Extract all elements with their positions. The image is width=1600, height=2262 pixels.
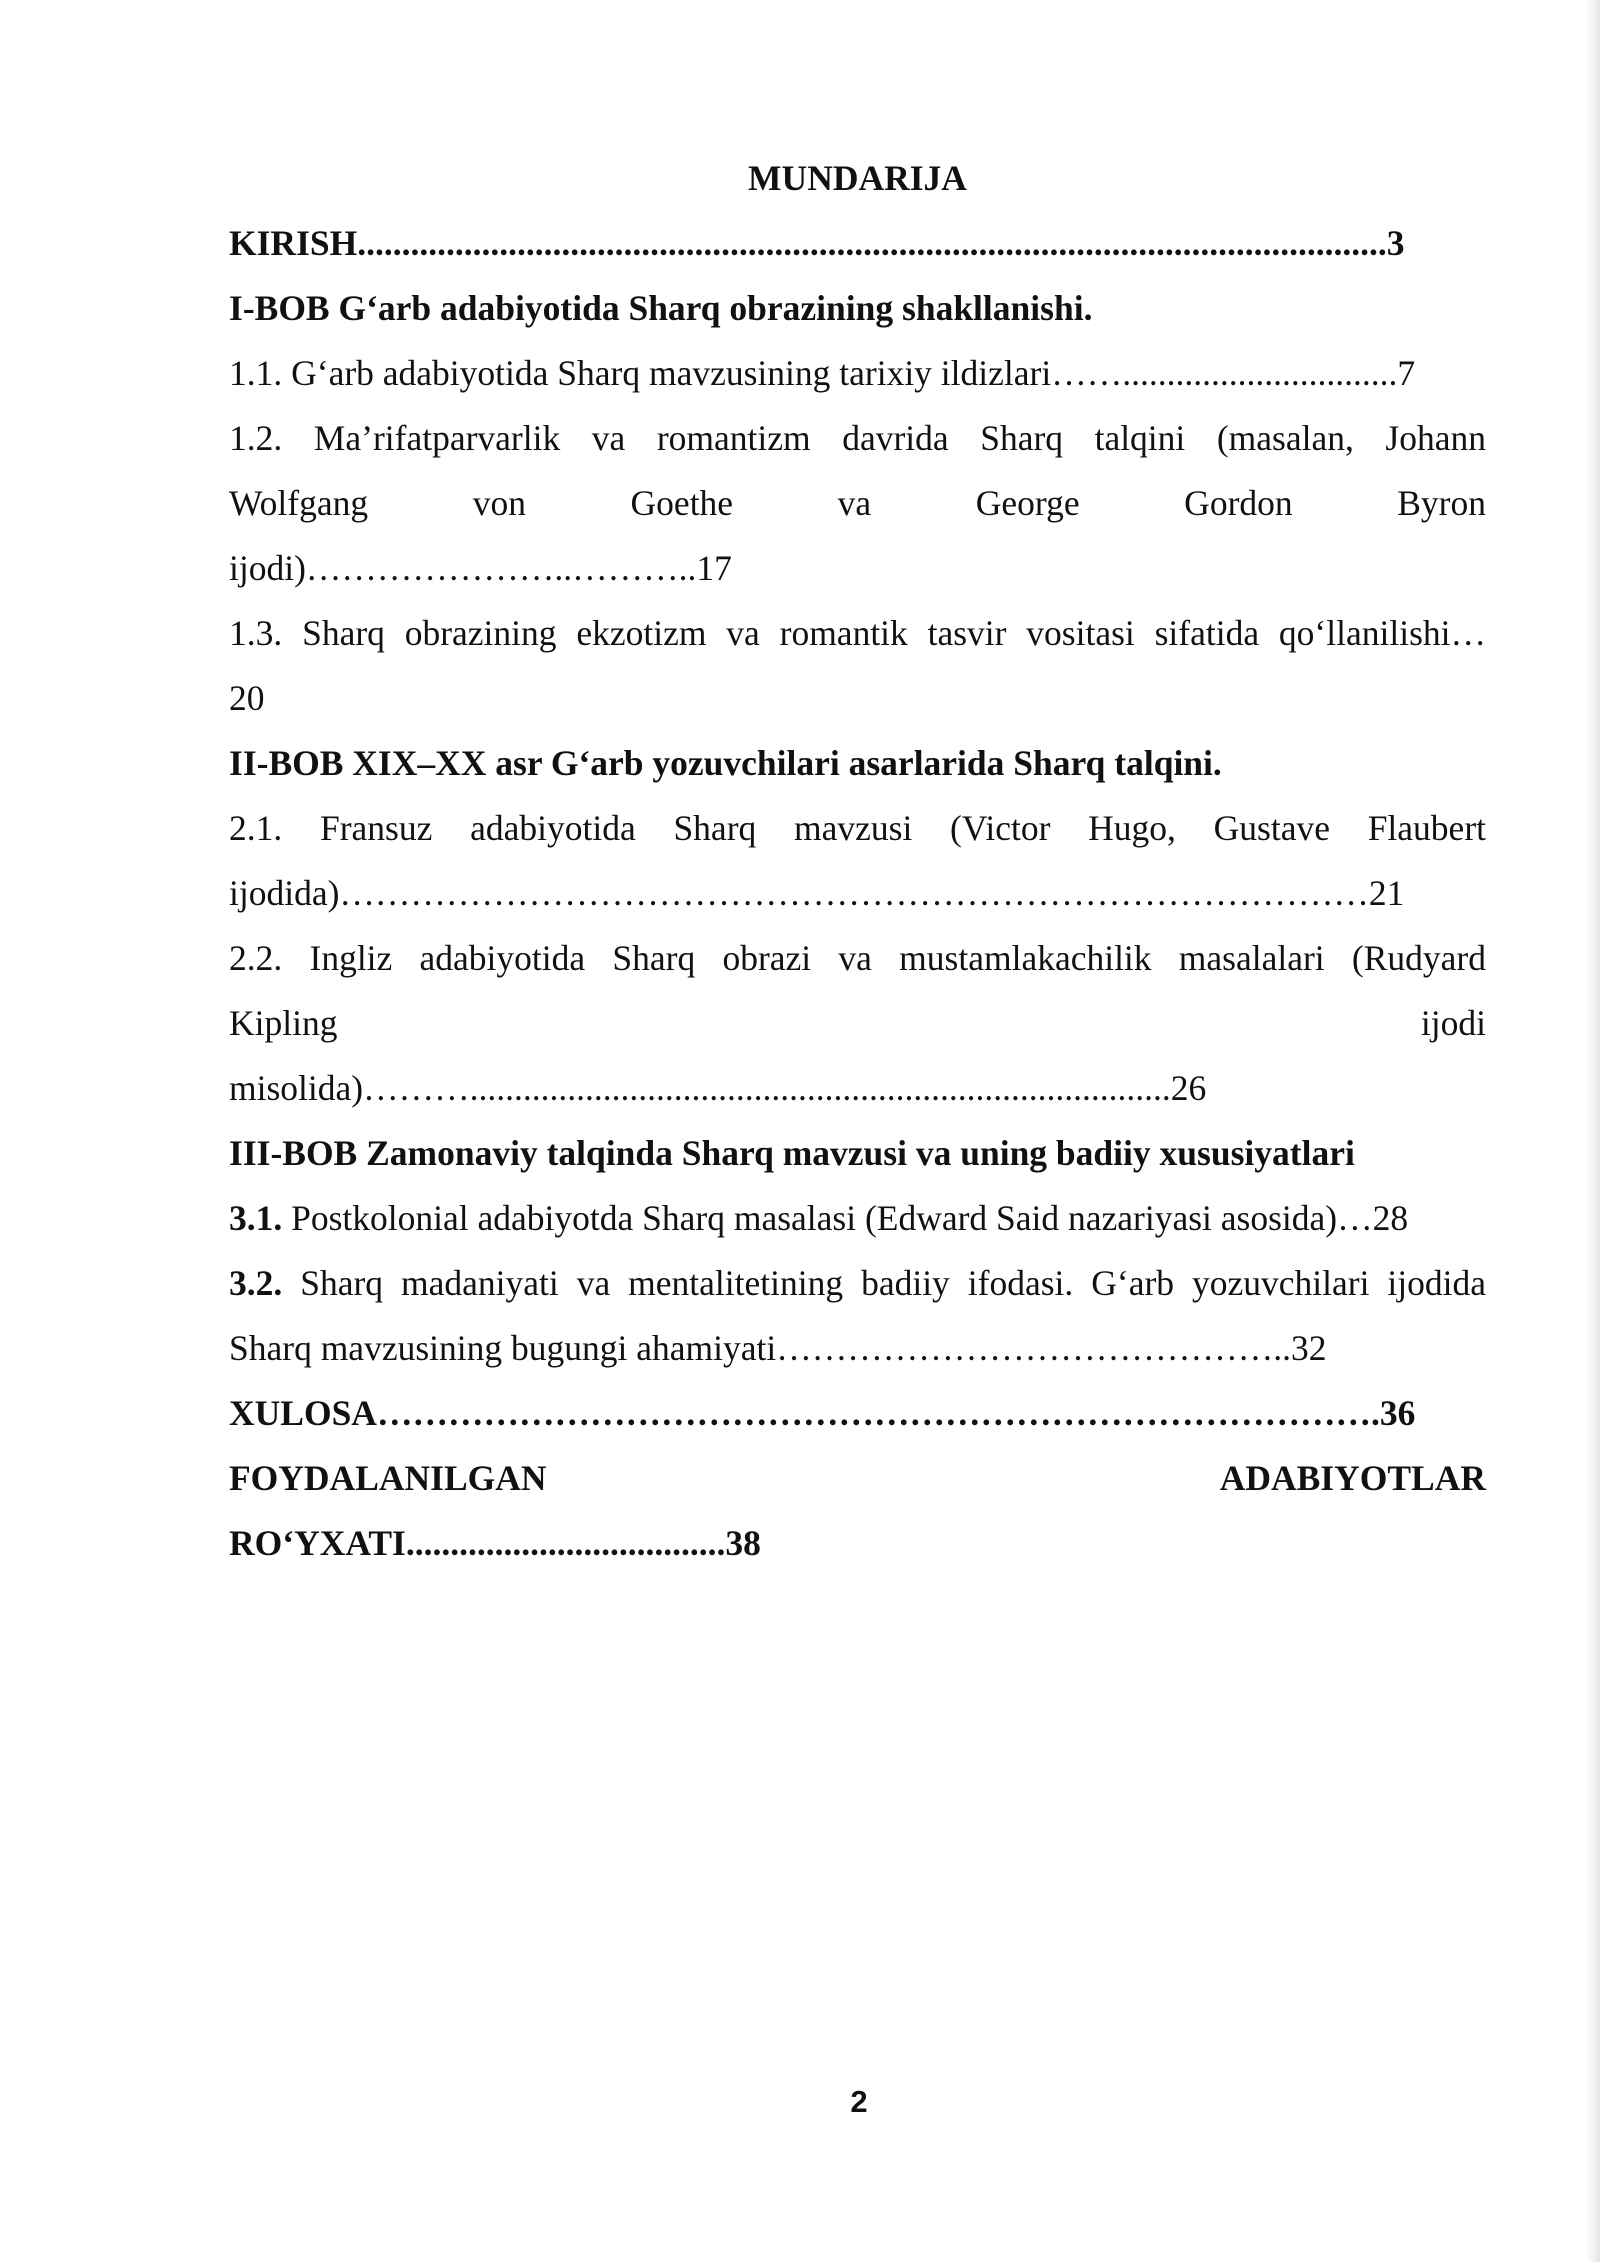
toc-entry-3-1-text: Postkolonial adabiyotda Sharq masalasi (Edward Said nazariyasi asosida)…28 <box>282 1198 1409 1238</box>
toc-entry-3-1-number: 3.1. <box>229 1198 283 1238</box>
toc-entry-references-line-1: FOYDALANILGAN ADABIYOTLAR <box>229 1458 1486 1498</box>
toc-entry-1-1: 1.1. G‘arb adabiyotida Sharq mavzusining tarixiy ildizlari……...............................7 <box>229 353 1416 393</box>
toc-entry-1-2-line-3: ijodi)…………………..………..17 <box>229 548 732 588</box>
toc-entry-3-1 <box>229 1186 1486 1251</box>
toc-entry-3-2-text: Sharq madaniyati va mentalitetining badiiy ifodasi. G‘arb yozuvchilari ijodida <box>282 1263 1486 1303</box>
page-edge-shadow <box>1586 0 1600 2262</box>
toc-entry-1-3-line-1: 1.3. Sharq obrazining ekzotizm va romantik tasvir vositasi sifatida qo‘llanilishi… <box>229 613 1486 653</box>
page-number: 2 <box>850 2084 868 2119</box>
toc-entry-2-1-line-1: 2.1. Fransuz adabiyotida Sharq mavzusi (Victor Hugo, Gustave Flaubert <box>229 808 1486 848</box>
toc-entry-3-2-line-1 <box>229 1251 1486 1316</box>
table-of-contents <box>229 146 1486 1576</box>
toc-entry-1-3-line-2: 20 <box>229 678 265 718</box>
toc-entry-3-2-number: 3.2. <box>229 1263 283 1303</box>
chapter-1-heading: I-BOB G‘arb adabiyotida Sharq obrazining shakllanishi. <box>229 288 1093 328</box>
toc-entry-xulosa: XULOSA………………………………………………………………………….36 <box>229 1393 1416 1433</box>
toc-title: MUNDARIJA <box>748 158 967 198</box>
toc-entry-2-2-line-3: misolida)………...............................................................................26 <box>229 1068 1207 1108</box>
toc-entry-3-2-line-2: Sharq mavzusining bugungi ahamiyati……………………………………..32 <box>229 1328 1327 1368</box>
toc-entry-1-2-line-1: 1.2. Ma’rifatparvarlik va romantizm davrida Sharq talqini (masalan, Johann <box>229 418 1486 458</box>
toc-entry-references-line-2: RO‘YXATI....................................38 <box>229 1523 761 1563</box>
toc-entry-2-2-line-2: Kipling ijodi <box>229 1003 1486 1043</box>
toc-entry-2-2-line-1: 2.2. Ingliz adabiyotida Sharq obrazi va mustamlakachilik masalalari (Rudyard <box>229 938 1486 978</box>
chapter-2-heading: II-BOB XIX–XX asr G‘arb yozuvchilari asarlarida Sharq talqini. <box>229 743 1222 783</box>
toc-entry-kirish: KIRISH....................................................................................................................3 <box>229 223 1405 263</box>
toc-entry-1-2-line-2: Wolfgang von Goethe va George Gordon Byron <box>229 483 1486 523</box>
chapter-3-heading: III-BOB Zamonaviy talqinda Sharq mavzusi va uning badiiy xususiyatlari <box>229 1133 1355 1173</box>
toc-entry-2-1-line-2: ijodida)……………………………………………………………………………21 <box>229 873 1405 913</box>
